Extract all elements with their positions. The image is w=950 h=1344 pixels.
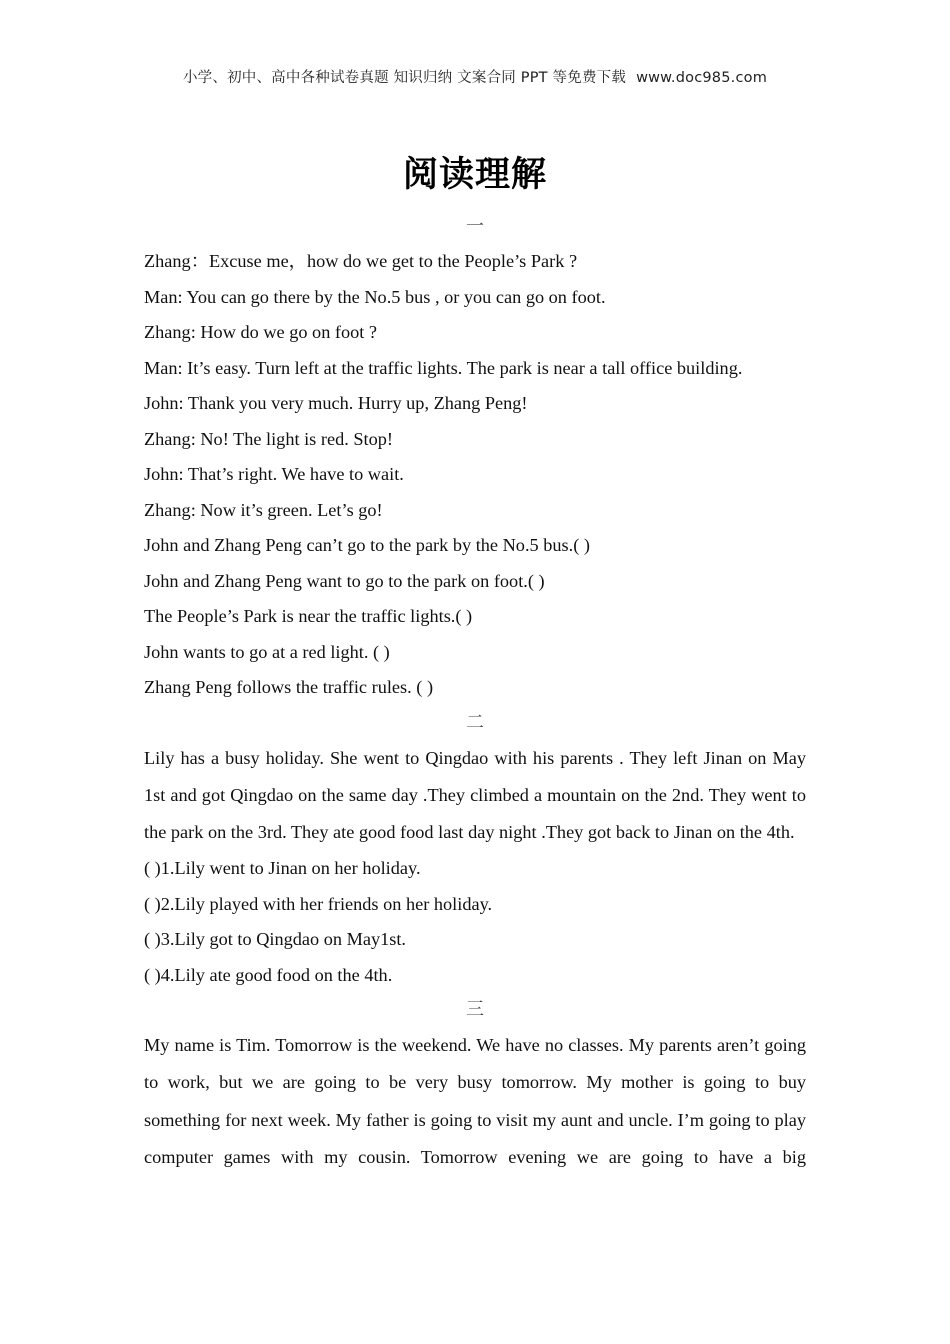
dialogue-line: Zhang: How do we go on foot ?	[144, 322, 378, 342]
dialogue-line: Man: It’s easy. Turn left at the traffic lights. The park is near a tall office building.	[144, 357, 743, 378]
section-3	[144, 1027, 806, 1176]
dialogue-line: Zhang：Excuse me，how do we get to the People’s Park ?	[144, 251, 578, 271]
section-2	[144, 740, 806, 994]
dialogue-line: Zhang: No! The light is red. Stop!	[144, 428, 393, 449]
question-line: ( )4.Lily ate good food on the 4th.	[144, 964, 393, 985]
dialogue-line: Zhang: Now it’s green. Let’s go!	[144, 499, 383, 520]
header-text: 小学、初中、高中各种试卷真题 知识归纳 文案合同 PPT 等免费下载	[182, 70, 627, 86]
question-line: ( )2.Lily played with her friends on her holiday.	[144, 893, 493, 914]
question-line: ( )3.Lily got to Qingdao on May1st.	[144, 929, 407, 950]
reading-paragraph: Lily has a busy holiday. She went to Qingdao with his parents . They left Jinan on May 1st and got Qingdao on the same day .They climbed a mountain on the 2nd. They went to the park on the 3rd. They ate good food last day night .They got back to Jinan on the 4th.	[144, 747, 806, 842]
document-body	[144, 212, 806, 1176]
dialogue-line: Man: You can go there by the No.5 bus , or you can go on foot.	[144, 286, 606, 307]
question-line: The People’s Park is near the traffic lights.( )	[144, 606, 473, 626]
question-line: John wants to go at a red light. ( )	[144, 641, 390, 662]
question-line: ( )1.Lily went to Jinan on her holiday.	[144, 858, 421, 879]
page-header	[0, 66, 950, 87]
question-line: Zhang Peng follows the traffic rules. ( )	[144, 677, 434, 697]
section-number: 三	[466, 999, 484, 1021]
dialogue-line: John: That’s right. We have to wait.	[144, 464, 404, 484]
section-1	[144, 244, 806, 706]
question-line: John and Zhang Peng want to go to the park on foot.( )	[144, 570, 545, 591]
dialogue-line: John: Thank you very much. Hurry up, Zhang Peng!	[144, 393, 528, 413]
reading-paragraph: My name is Tim. Tomorrow is the weekend. We have no classes. My parents aren’t going to work, but we are going to be very busy tomorrow. My mother is going to buy something for next week. My father is going to visit my aunt and uncle. I’m going to play computer games with my cousin. Tomorrow evening we are going to have a big	[144, 1035, 806, 1167]
section-number: 一	[466, 216, 484, 237]
question-line: John and Zhang Peng can’t go to the park by the No.5 bus.( )	[144, 535, 590, 555]
header-site: www.doc985.com	[636, 70, 768, 86]
section-number: 二	[466, 711, 484, 733]
document-title: 阅读理解	[402, 155, 547, 195]
